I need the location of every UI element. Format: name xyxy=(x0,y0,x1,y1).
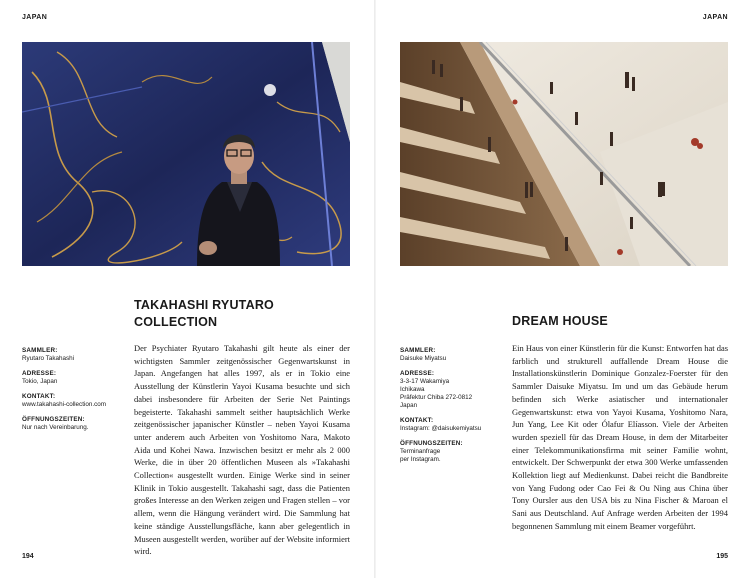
info-label-hours: ÖFFNUNGSZEITEN: xyxy=(400,440,463,447)
info-value-hours: Terminanfrage per Instagram. xyxy=(400,448,441,463)
collection-title-left xyxy=(134,297,274,331)
running-head-right: JAPAN xyxy=(702,14,728,21)
page-number-left: 194 xyxy=(22,553,34,560)
info-label-hours: ÖFFNUNGSZEITEN: xyxy=(22,416,85,423)
info-value-collector: Ryutaro Takahashi xyxy=(22,355,75,362)
info-value-website: www.takahashi-collection.com xyxy=(22,401,106,408)
dream-house-interior-photo xyxy=(400,42,728,266)
info-value-address: 3-3-17 Wakamiya Ichikawa Präfektur Chiba 272-0812 Japan xyxy=(400,378,473,409)
info-box-right xyxy=(400,347,508,471)
info-label-contact: KONTAKT: xyxy=(22,393,56,400)
info-label-collector: SAMMLER: xyxy=(22,347,58,354)
body-text-right: Ein Haus von einer Künstlerin für die Kunst: Entworfen hat das farblich und strukturell auffallende Dream House die Installationskünstlerin Dominique Gonzalez-Foerster für den Sammler Daisuke Miyatsu. Im und um das Gebäude herum befinden sich Werke asiatischer und internationaler Gegenwartskunst: etwa von Yayoi Kusama, Yoshitomo Nara, Jun Yang, Lee Kit oder Ólafur Elíasson. Viele der Arbeiten wurden speziell für das Dream House, in dem der Mitarbeiter einer Telekommunikationsfirma mit seiner Familie wohnt, entwickelt. Der Schwerpunkt der etwa 300 Werke umfassenden Kollektion liegt auf Medienkunst. Dabei reicht die Bandbreite von Yang Fudong oder Cao Fei & Ou Ning aus China über Tony Oursler aus den USA bis zu Nina Fischer & Maroan el Sani aus Deutschland. Auf Anfrage werden Arbeiten der 1994 begonnenen Sammlung mit einem Beamer vorgeführt. xyxy=(512,343,728,531)
collector-portrait-photo xyxy=(22,42,350,266)
info-box-left xyxy=(22,347,130,439)
info-label-address: ADRESSE: xyxy=(400,370,435,377)
info-value-collector: Daisuke Miyatsu xyxy=(400,355,447,362)
running-head-left: JAPAN xyxy=(22,14,48,21)
info-label-address: ADRESSE: xyxy=(22,370,57,377)
info-value-address: Tokio, Japan xyxy=(22,378,58,385)
page-gutter xyxy=(374,0,376,578)
info-value-instagram: Instagram: @daisukemiyatsu xyxy=(400,425,482,432)
page-number-right: 195 xyxy=(716,553,728,560)
info-label-contact: KONTAKT: xyxy=(400,417,434,424)
info-label-collector: SAMMLER: xyxy=(400,347,436,354)
title-line-1: TAKAHASHI RYUTARO xyxy=(134,298,274,312)
collection-title-right: DREAM HOUSE xyxy=(512,314,608,328)
body-text-left: Der Psychiater Ryutaro Takahashi gilt heute als einer der wichtigsten Sammler zeitgenössischer Gegenwartskunst in Japan. Angefangen hat alles 1997, als er in Tokio eine Ausstellung der Künstlerin Yayoi Kusama besuchte und sich dabei insbesondere für Arbeiten der Serie Net Paintings begeisterte. Takahashi sammelt seither hauptsächlich Werke zeitgenössischer japanischer Künstler – neben Yayoi Kusama unter anderem auch Arbeiten von Yoshitomo Nara, Makoto Aida und Kohei Nawa. Inzwischen besitzt er mehr als 2 000 Werke, die in über 20 öffentlichen Museen als »Takahashi Collection« ausgestellt wurden. Einige Werke sind in seiner Klinik in Tokio ausgestellt. Takahashi sagt, dass die Patienten großes Interesse an den Werken zeigen und Fragen stellen – vor allem, wenn die Hängung verändert wird. Die Sammlung hat keine ständige Ausstellungsfläche, kann aber gelegentlich in Museen ausgestellt werden, worüber auf der Website informiert wird. xyxy=(134,343,350,557)
info-value-hours: Nur nach Vereinbarung. xyxy=(22,424,89,431)
title-line-2: COLLECTION xyxy=(134,315,218,329)
